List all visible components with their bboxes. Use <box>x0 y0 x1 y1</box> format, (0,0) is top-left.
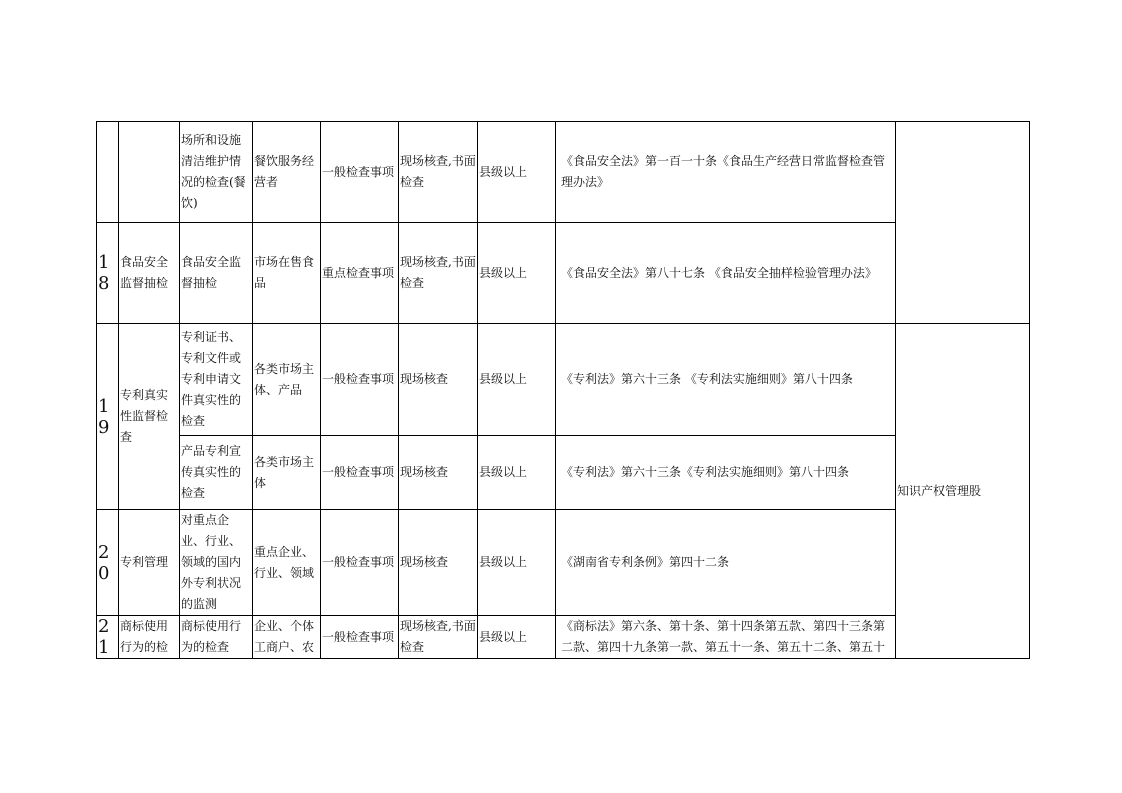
table-row <box>97 616 1030 659</box>
inspection-table <box>96 121 1030 659</box>
row-basis: 《食品安全法》第一百一十条《食品生产经营日常监督检查管理办法》 <box>556 122 896 223</box>
row-level: 县级以上 <box>478 616 556 659</box>
row-category: 专利真实性监督检查 <box>119 324 180 510</box>
inspection-table-container <box>96 121 1029 658</box>
row-level: 县级以上 <box>478 122 556 223</box>
row-method: 现场核查 <box>399 510 478 616</box>
table-row <box>97 122 1030 223</box>
row-level: 县级以上 <box>478 324 556 436</box>
row-department <box>896 122 1030 324</box>
row-category: 商标使用行为的检 <box>119 616 180 659</box>
row-method: 现场核查,书面检查 <box>399 223 478 324</box>
row-basis: 《商标法》第六条、第十条、第十四条第五款、第四十三条第二款、第四十九条第一款、第五十一条、第五十二条、第五十 <box>556 616 896 659</box>
row-type: 一般检查事项 <box>321 324 399 436</box>
row-type: 重点检查事项 <box>321 223 399 324</box>
row-method: 现场核查,书面检查 <box>399 616 478 659</box>
row-item: 商标使用行为的检查 <box>180 616 253 659</box>
row-basis: 《湖南省专利条例》第四十二条 <box>556 510 896 616</box>
row-basis: 《专利法》第六十三条《专利法实施细则》第八十四条 <box>556 436 896 510</box>
row-category <box>119 122 180 223</box>
row-number <box>97 122 119 223</box>
row-method: 现场核查 <box>399 324 478 436</box>
row-object: 市场在售食品 <box>253 223 321 324</box>
row-level: 县级以上 <box>478 436 556 510</box>
row-method: 现场核查 <box>399 436 478 510</box>
row-item: 对重点企业、行业、领域的国内外专利状况的监测 <box>180 510 253 616</box>
table-row <box>97 223 1030 324</box>
row-number: 18 <box>97 223 119 324</box>
row-object: 重点企业、行业、领域 <box>253 510 321 616</box>
row-type: 一般检查事项 <box>321 616 399 659</box>
row-basis: 《专利法》第六十三条 《专利法实施细则》第八十四条 <box>556 324 896 436</box>
row-number: 21 <box>97 616 119 659</box>
row-item: 专利证书、专利文件或专利申请文件真实性的检查 <box>180 324 253 436</box>
table-row <box>97 324 1030 436</box>
table-row <box>97 510 1030 616</box>
row-department: 知识产权管理股 <box>896 324 1030 659</box>
row-number: 19 <box>97 324 119 510</box>
table-row <box>97 436 1030 510</box>
row-level: 县级以上 <box>478 510 556 616</box>
row-type: 一般检查事项 <box>321 436 399 510</box>
row-basis: 《食品安全法》第八十七条 《食品安全抽样检验管理办法》 <box>556 223 896 324</box>
row-object: 企业、个体工商户、农 <box>253 616 321 659</box>
row-item: 食品安全监督抽检 <box>180 223 253 324</box>
row-object: 餐饮服务经营者 <box>253 122 321 223</box>
row-object: 各类市场主体、产品 <box>253 324 321 436</box>
row-category: 食品安全监督抽检 <box>119 223 180 324</box>
row-method: 现场核查,书面检查 <box>399 122 478 223</box>
row-item: 产品专利宣传真实性的检查 <box>180 436 253 510</box>
row-object: 各类市场主体 <box>253 436 321 510</box>
row-type: 一般检查事项 <box>321 122 399 223</box>
row-level: 县级以上 <box>478 223 556 324</box>
row-type: 一般检查事项 <box>321 510 399 616</box>
row-category: 专利管理 <box>119 510 180 616</box>
row-number: 20 <box>97 510 119 616</box>
row-item: 场所和设施清洁维护情况的检查(餐饮) <box>180 122 253 223</box>
